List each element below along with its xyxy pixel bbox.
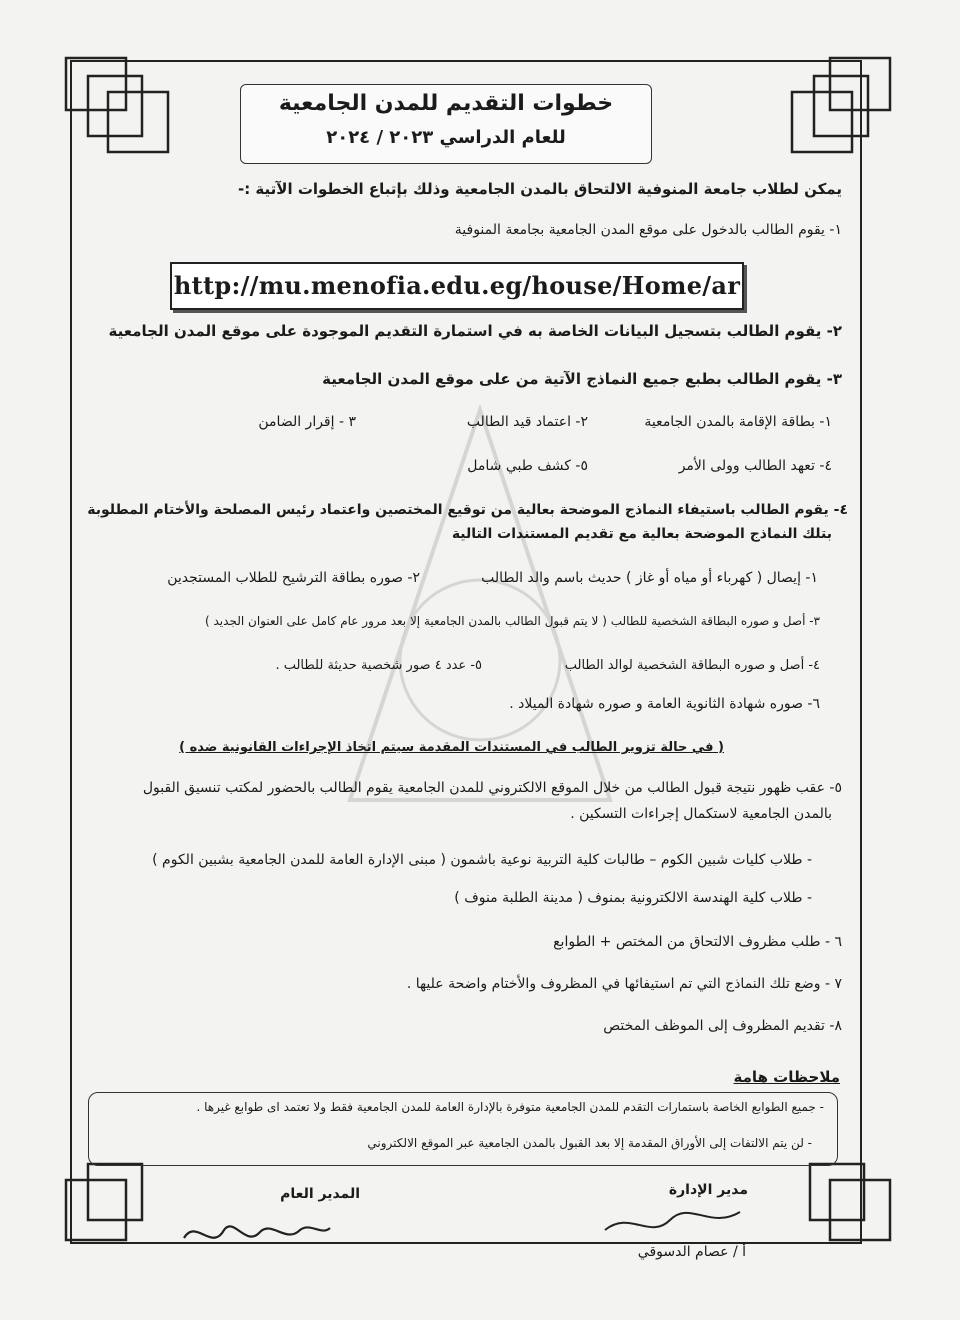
step-5-line-1: ٥- عقب ظهور نتيجة قبول الطالب من خلال الموقع الالكتروني للمدن الجامعية يقوم الطالب بالحضور لمكتب تنسيق القبول [142,780,842,796]
doc-item-2: ٢- صوره بطاقة الترشيح للطلاب المستجدين [167,570,420,586]
note-item-1: - جميع الطوابع الخاصة باستمارات التقدم للمدن الجامعية متوفرة بالإدارة العامة للمدن الجامعية فقط ولا تعتمد اى طوابع غيرها . [196,1100,824,1114]
form-item-2: ٢- اعتماد قيد الطالب [466,414,588,430]
step-5-bullet-1: - طلاب كليات شبين الكوم – طالبات كلية التربية نوعية باشمون ( مبنى الإدارة العامة للمدن الجامعية بشبين الكوم ) [152,852,812,868]
doc-item-4: ٤- أصل و صوره البطاقة الشخصية لوالد الطالب [564,658,820,673]
step-8: ٨- تقديم المظروف إلى الموظف المختص [603,1018,842,1034]
note-item-2: - لن يتم الالتفات إلى الأوراق المقدمة إلا بعد القبول بالمدن الجامعية عبر الموقع الالكتروني [367,1136,812,1150]
step-2: ٢- يقوم الطالب بتسجيل البيانات الخاصة به في استمارة التقديم الموجودة على موقع المدن الجامعية [108,322,842,340]
step-5-bullet-2: - طلاب كلية الهندسة الالكترونية بمنوف ( مدينة الطلبة منوف ) [454,890,812,906]
form-item-1: ١- بطاقة الإقامة بالمدن الجامعية [644,414,832,430]
step-1: ١- يقوم الطالب بالدخول على موقع المدن الجامعية بجامعة المنوفية [454,222,842,238]
doc-item-5: ٥- عدد ٤ صور شخصية حديثة للطالب . [275,658,482,673]
form-item-4: ٤- تعهد الطالب وولى الأمر [678,458,832,474]
director-title: مدير الإدارة [668,1182,748,1198]
director-signature [600,1200,750,1244]
general-director-signature [176,1212,336,1252]
notes-heading: ملاحظات هامة [733,1068,840,1086]
website-url[interactable]: http://mu.menofia.edu.eg/house/Home/ar [170,262,744,310]
title-scroll [240,84,652,164]
page-title: خطوات التقديم للمدن الجامعية [278,91,614,116]
corner-ornament-top-left [60,52,190,162]
forgery-warning: ( في حالة تزوير الطالب في المستندات المقدمة سيتم اتخاذ الإجراءات القانونية ضده ) [179,740,724,755]
step-4-line-2: بتلك النماذج الموضحة بعالية مع تقديم المستندات التالية [451,526,832,542]
intro-text: يمكن لطلاب جامعة المنوفية الالتحاق بالمدن الجامعية وذلك بإتباع الخطوات الآتية :- [237,180,842,198]
academic-year: للعام الدراسي ٢٠٢٣ / ٢٠٢٤ [326,127,566,148]
form-item-3: ٣ - إقرار الضامن [258,414,356,430]
step-6: ٦ - طلب مظروف الالتحاق من المختص + الطوابع [553,934,842,950]
doc-item-3: ٣- أصل و صوره البطاقة الشخصية للطالب ( لا يتم قبول الطالب بالمدن الجامعية إلا بعد مرور عام كامل على العنوان الجديد ) [205,614,820,628]
general-director-title: المدير العام [280,1186,360,1202]
director-name: أ / عصام الدسوقي [637,1244,746,1260]
step-3: ٣- يقوم الطالب بطبع جميع النماذج الآتية من على موقع المدن الجامعية [322,370,842,388]
step-4-line-1: ٤- يقوم الطالب باستيفاء النماذج الموضحة بعالية من توقيع المختصين واعتماد رئيس المصلحة والأختام المطلوبة [87,502,848,518]
step-7: ٧ - وضع تلك النماذج التي تم استيفائها في المظروف والأختام واضحة عليها . [406,976,842,992]
doc-item-1: ١- إيصال ( كهرباء أو مياه أو غاز ) حديث باسم والد الطالب [481,570,818,586]
corner-ornament-top-right [770,52,900,162]
doc-item-6: ٦- صوره شهادة الثانوية العامة و صوره شهادة الميلاد . [509,696,820,712]
form-item-5: ٥- كشف طبي شامل [467,458,588,474]
step-5-line-2: بالمدن الجامعية لاستكمال إجراءات التسكين . [570,806,832,822]
